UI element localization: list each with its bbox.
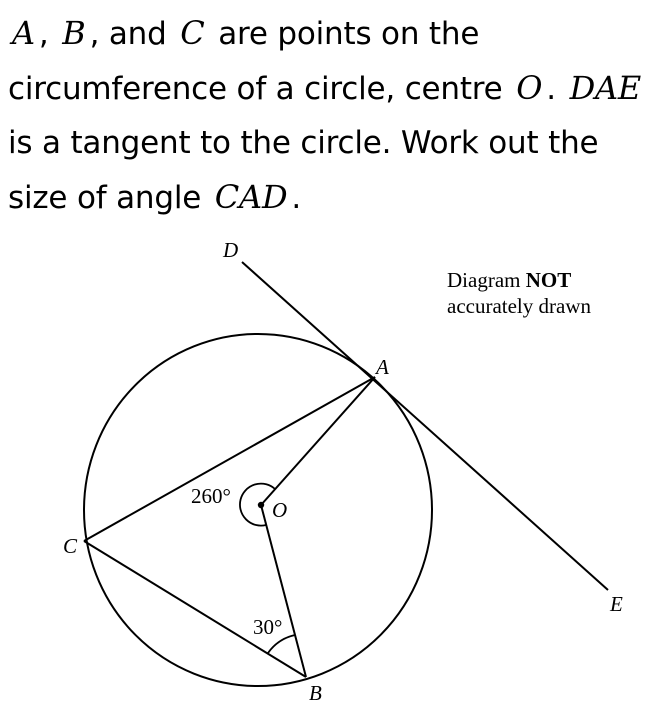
- reflex-angle-arc: [240, 484, 275, 526]
- text-segment: is a tangent to the circle. Work out the size of angle: [8, 125, 599, 216]
- point-a: A: [12, 14, 35, 52]
- label-e: E: [610, 592, 623, 616]
- radius-oa: [261, 377, 375, 505]
- diagram-note-normal: Diagram: [447, 268, 526, 292]
- diagram-note-line2: accurately drawn: [447, 294, 591, 318]
- angle-260-label: 260°: [191, 484, 231, 508]
- label-a: A: [376, 355, 389, 379]
- point-b: B: [62, 14, 86, 52]
- diagram-note-bold: NOT: [525, 268, 572, 292]
- label-c: C: [63, 534, 78, 558]
- text-segment: are points on the circumference of a circle, centre: [8, 16, 513, 107]
- text-segment: ,: [38, 16, 59, 52]
- chord-cb: [84, 541, 306, 677]
- label-o: O: [272, 498, 288, 522]
- text-segment: , and: [89, 16, 177, 52]
- angle-cad: CAD: [214, 178, 288, 216]
- centre-dot: [258, 502, 264, 508]
- chord-ca: [84, 377, 375, 541]
- point-o: O: [516, 69, 543, 107]
- point-c: C: [180, 14, 205, 52]
- text-segment: .: [546, 71, 566, 107]
- text-segment: .: [291, 180, 302, 216]
- diagram-note-line1: [447, 268, 571, 292]
- line-dae: DAE: [569, 69, 642, 107]
- angle-30-label: 30°: [253, 615, 283, 639]
- label-d: D: [223, 238, 239, 262]
- radius-ob: [261, 505, 306, 677]
- label-b: B: [309, 681, 322, 705]
